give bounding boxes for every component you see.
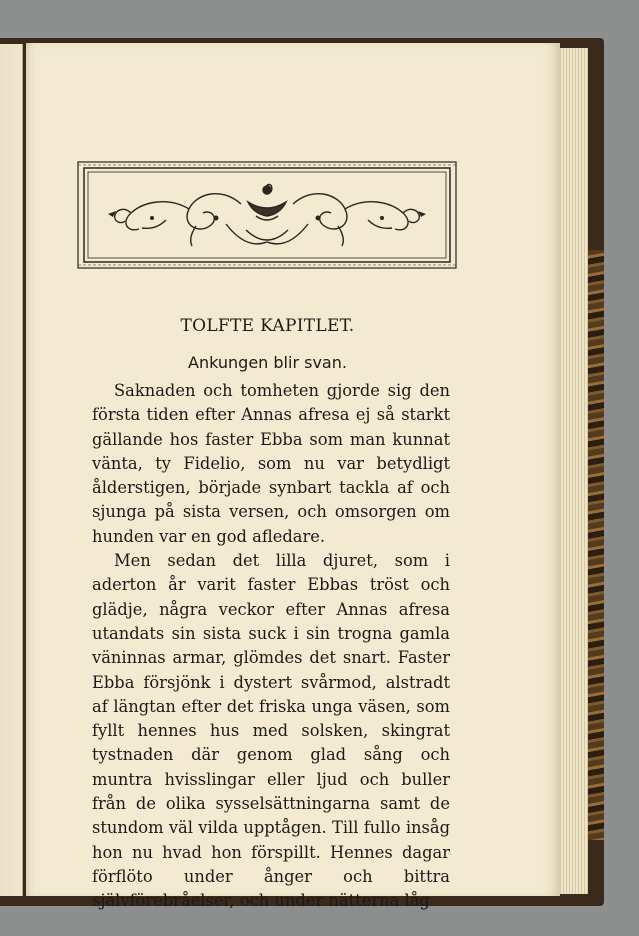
body-text	[92, 379, 450, 914]
paragraph: Saknaden och tomheten gjorde sig den första tiden efter Annas afresa ej så starkt gällande hos faster Ebba som man kunnat vänta, ty Fidelio, som nu var betydligt ålderstigen, började synbart tackla af och sjunga på sista versen, och omsorgen om hunden var en god afledare.	[92, 381, 450, 546]
paragraph: Men sedan det lilla djuret, som i aderton år varit faster Ebbas tröst och glädje, några veckor efter Annas afresa utandats sin sista suck i sin trogna gamla väninnas armar, glömdes det snart. Faster Ebba försjönk i dystert svårmod, alstradt af längtan efter det friska unga väsen, som fyllt hennes hus med solsken, skingrat tystnaden där genom glad sång och muntra hvisslingar eller ljud och buller från de olika sysselsättningarna samt de stundom väl vilda upptågen. Till fullo insåg hon nu hvad hon förspillt. Hennes dagar förflöto under ånger och bittra självförebråelser, och under nätterna låg	[92, 551, 450, 911]
previous-page-edge	[0, 44, 23, 896]
ornamental-headpiece	[76, 158, 458, 272]
chapter-heading: TOLFTE KAPITLET.	[180, 316, 355, 336]
chapter-title: Ankungen blir svan.	[188, 353, 347, 372]
